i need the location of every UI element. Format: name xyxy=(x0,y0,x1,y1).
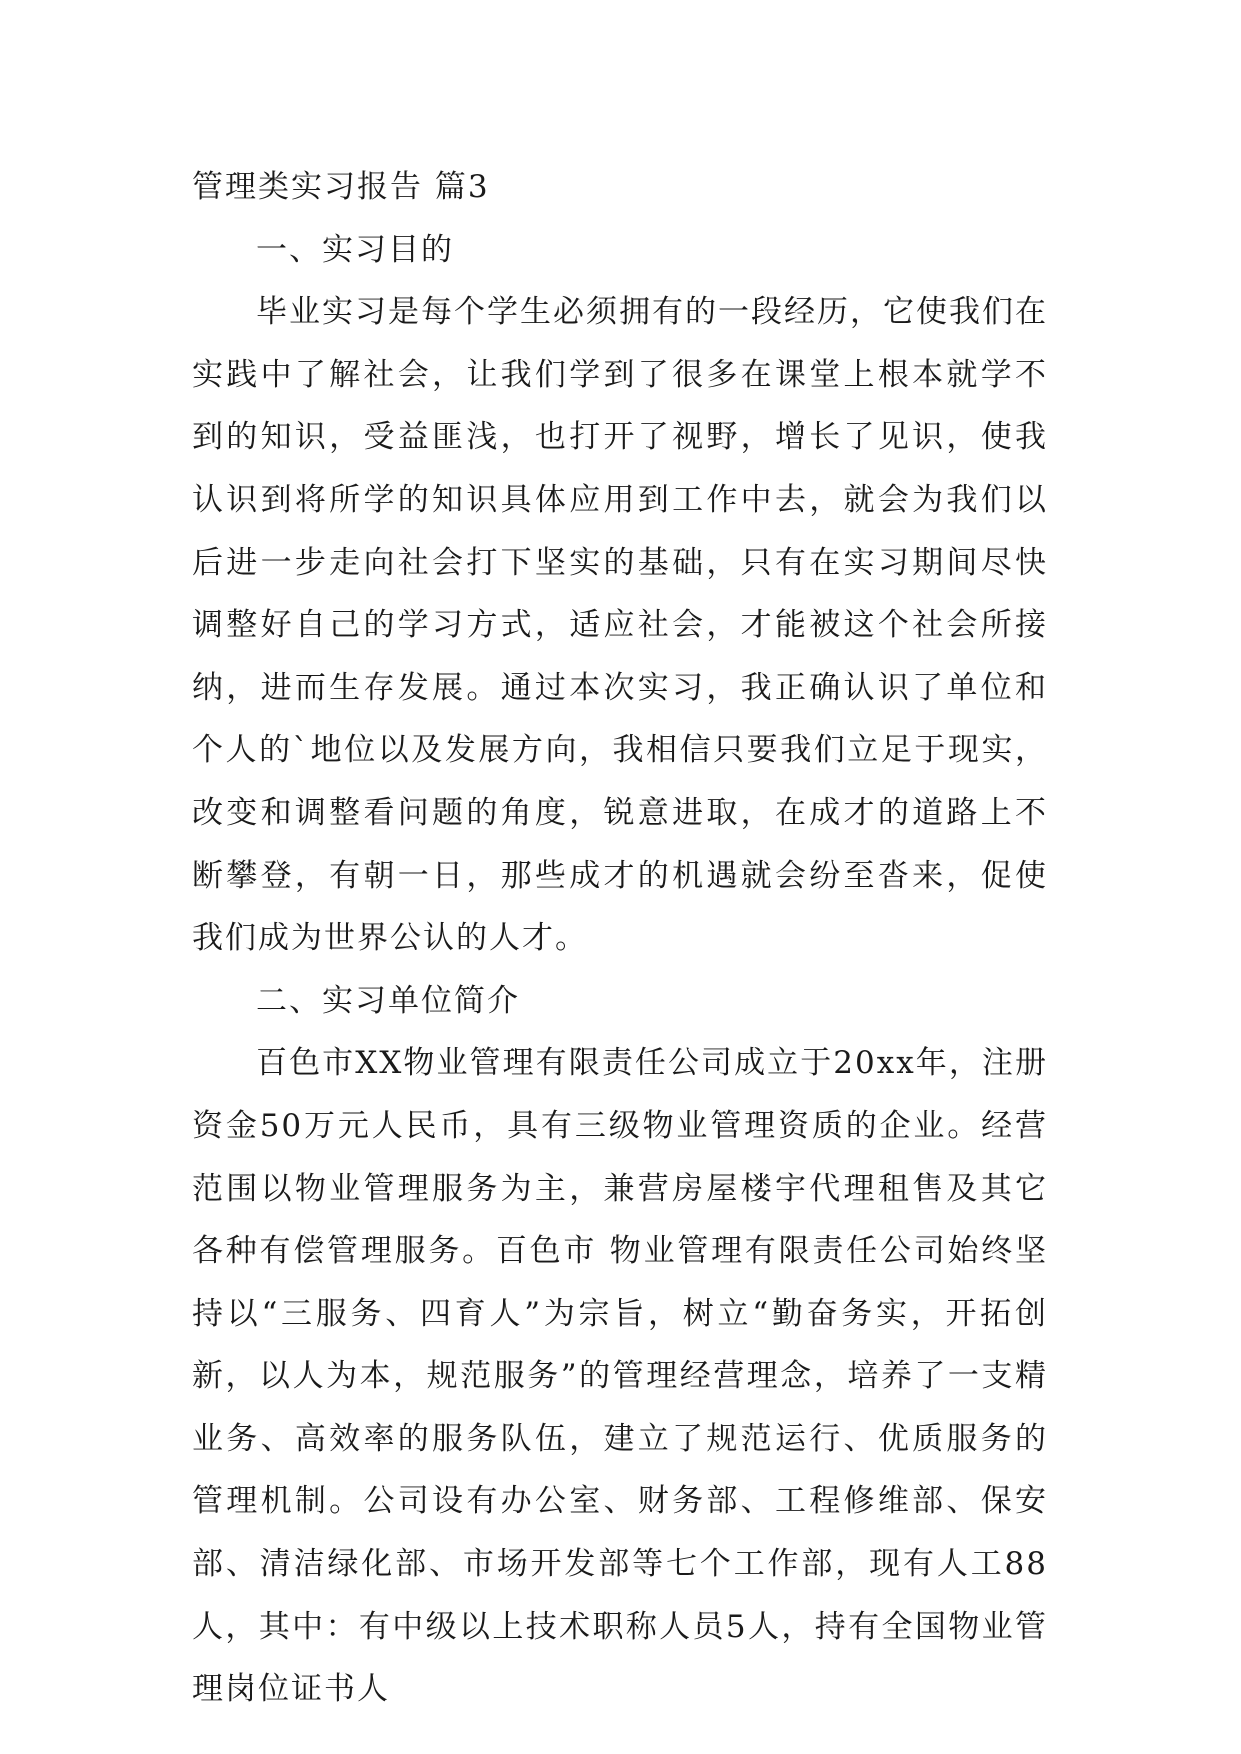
document-title: 管理类实习报告 篇3 xyxy=(192,169,490,205)
section-paragraph-purpose: 毕业实习是每个学生必须拥有的一段经历，它使我们在实践中了解社会，让我们学到了很多在课堂上根本就学不到的知识，受益匪浅，也打开了视野，增长了见识，使我认识到将所学的知识具体应用到工作中去，就会为我们以后进一步走向社会打下坚实的基础，只有在实习期间尽快调整好自己的学习方式，适应社会，才能被这个社会所接纳，进而生存发展。通过本次实习，我正确认识了单位和个人的`地位以及发展方向，我相信只要我们立足于现实，改变和调整看问题的角度，锐意进取，在成才的道路上不断攀登，有朝一日，那些成才的机遇就会纷至沓来，促使我们成为世界公认的人才。 xyxy=(192,294,1048,957)
document-body xyxy=(192,156,1048,1721)
section-heading-company-intro: 二、实习单位简介 xyxy=(256,982,520,1019)
section-heading-purpose: 一、实习目的 xyxy=(256,231,454,268)
section-paragraph-company-intro: 百色市XX物业管理有限责任公司成立于20xx年，注册资金50万元人民币，具有三级物业管理资质的企业。经营范围以物业管理服务为主，兼营房屋楼宇代理租售及其它各种有偿管理服务。百色市 物业管理有限责任公司始终坚持以“三服务、四育人”为宗旨，树立“勤奋务实，开拓创新，以人为本，规范服务”的管理经营理念，培养了一支精业务、高效率的服务队伍，建立了规范运行、优质服务的管理机制。公司设有办公室、财务部、工程修维部、保安部、清洁绿化部、市场开发部等七个工作部，现有人工88人，其中：有中级以上技术职称人员5人，持有全国物业管理岗位证书人 xyxy=(192,1045,1048,1708)
